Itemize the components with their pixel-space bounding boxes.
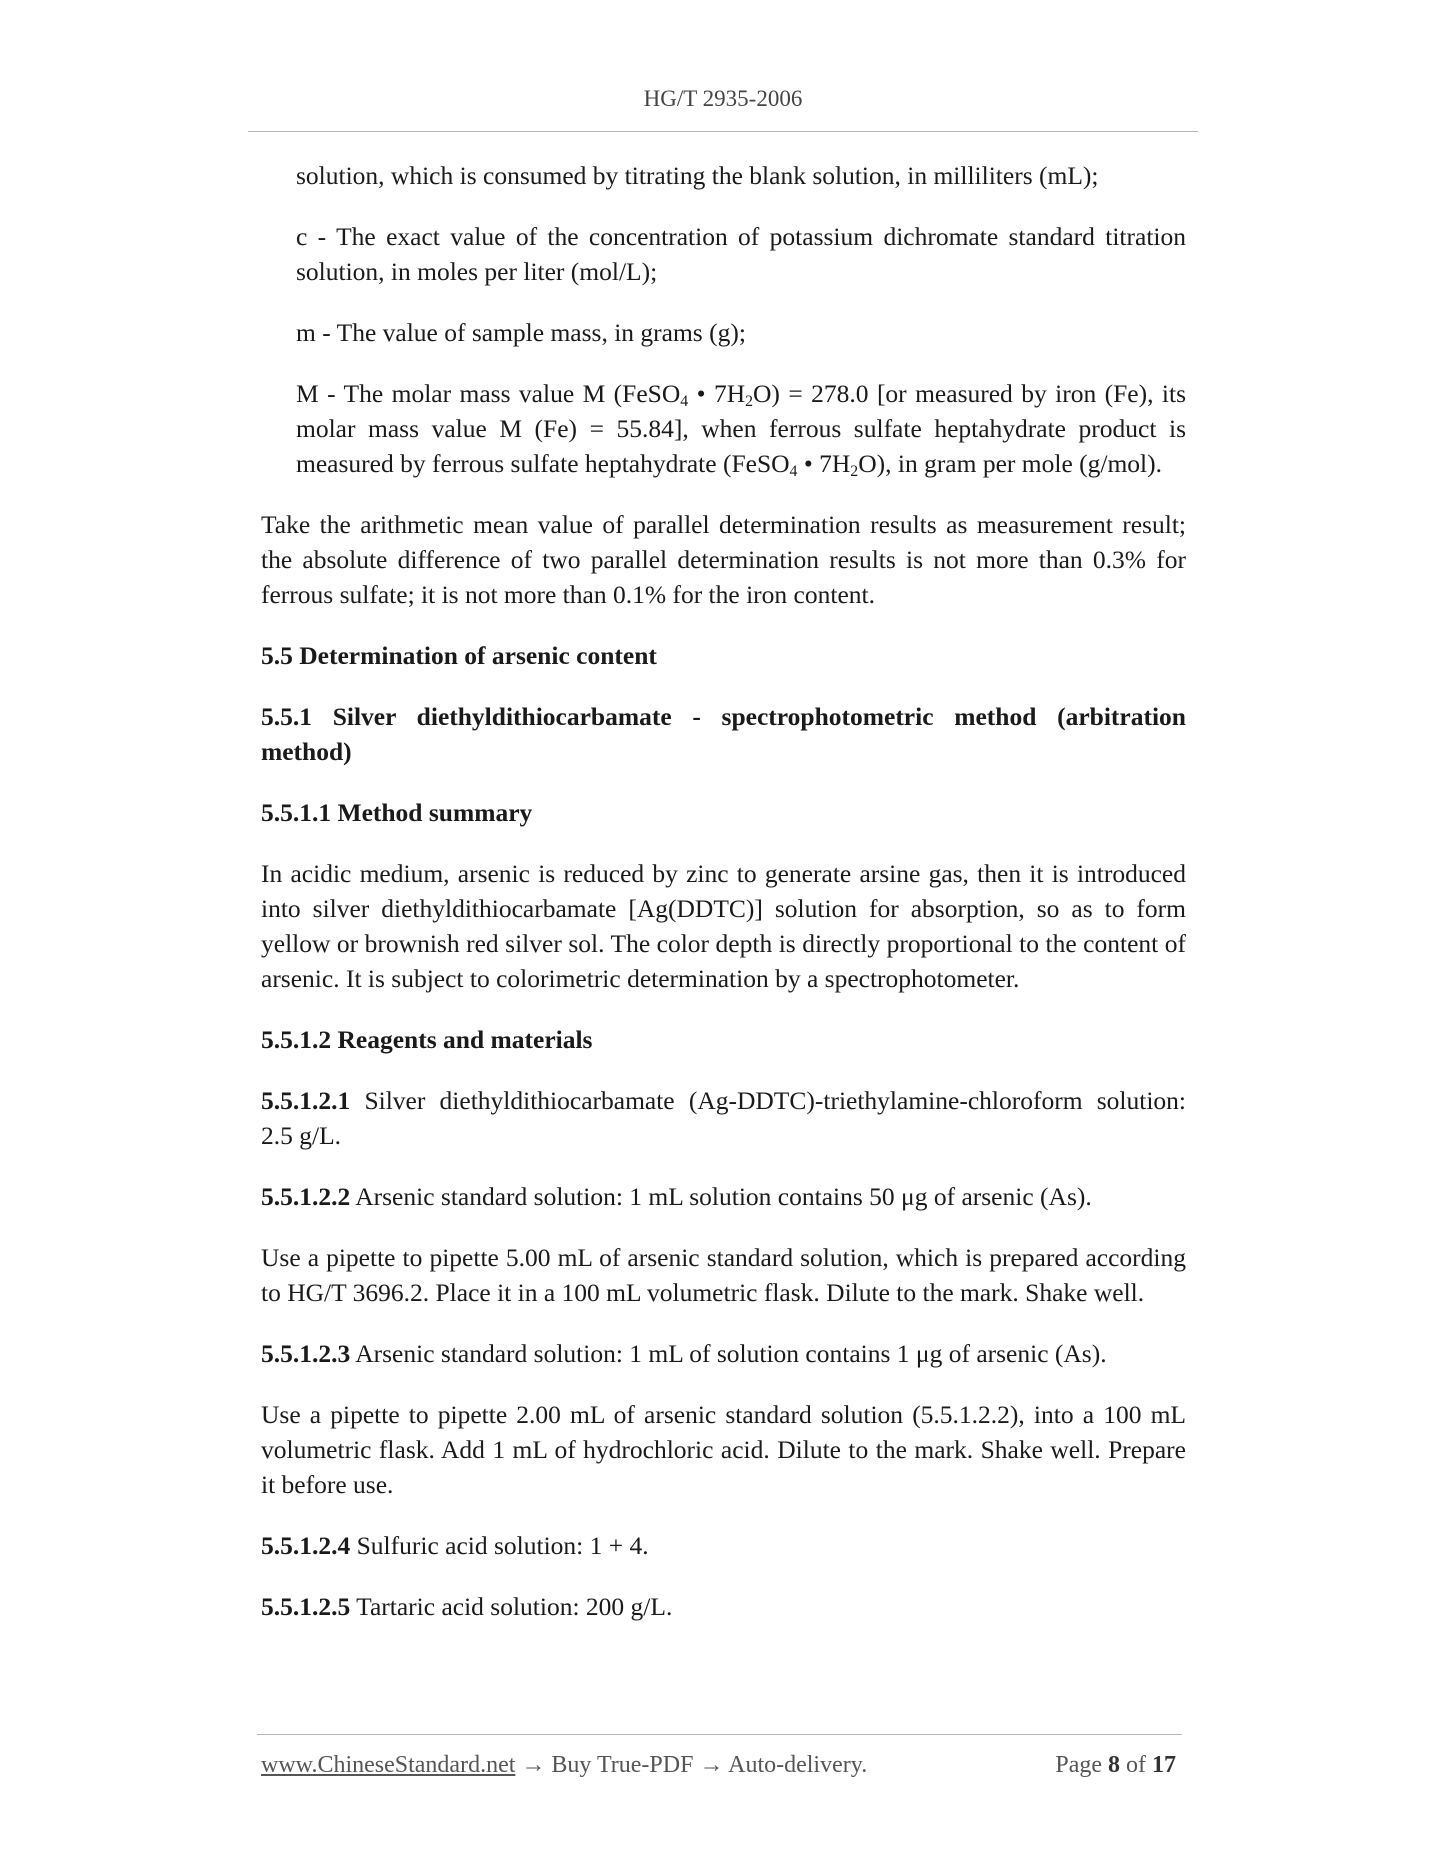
text-run: O) = 278.0 [or measured by iron (Fe), its molar mass value M (Fe) = 55.84], when ferrous sulfate heptahydrate product is measured by ferrous sulfate heptahydrate (FeSO xyxy=(296,379,1187,478)
section-heading: 5.5 Determination of arsenic content xyxy=(261,641,657,670)
footer-divider xyxy=(257,1734,1182,1735)
document-body xyxy=(261,158,1186,1650)
paragraph: Take the arithmetic mean value of parallel determination results as measurement result; the absolute difference of two parallel determination results is not more than 0.3% for ferrous sulfate; it is not more than 0.1% for the iron content. xyxy=(261,510,1186,609)
page-label: Page xyxy=(1055,1752,1102,1778)
text-run: O), in gram per mole (g/mol). xyxy=(858,449,1162,478)
page-indicator xyxy=(1055,1752,1176,1779)
paragraph: c - The exact value of the concentration of potassium dichromate standard titration solution, in moles per liter (mol/L); xyxy=(296,222,1186,286)
footer-left xyxy=(261,1752,867,1779)
clause-text: Arsenic standard solution: 1 mL of solution contains 1 μg of arsenic (As). xyxy=(350,1339,1107,1368)
subscript: 4 xyxy=(789,462,798,480)
section-heading: 5.5.1.1 Method summary xyxy=(261,798,533,827)
of-label: of xyxy=(1126,1752,1146,1778)
clause-number: 5.5.1.2.2 xyxy=(261,1182,351,1211)
clause-number: 5.5.1.2.4 xyxy=(261,1531,351,1560)
paragraph: In acidic medium, arsenic is reduced by zinc to generate arsine gas, then it is introduced into silver diethyldithiocarbamate [Ag(DDTC)] solution for absorption, so as to form yellow or brownish red silver sol. The color depth is directly proportional to the content of arsenic. It is subject to colorimetric determination by a spectrophotometer. xyxy=(261,859,1186,993)
page-total: 17 xyxy=(1152,1752,1176,1778)
paragraph: Use a pipette to pipette 2.00 mL of arsenic standard solution (5.5.1.2.2), into a 100 mL volumetric flask. Add 1 mL of hydrochloric acid. Dilute to the mark. Shake well. Prepare it before use. xyxy=(261,1400,1186,1499)
clause-item xyxy=(261,1528,1186,1563)
page-number: 8 xyxy=(1108,1752,1120,1778)
subscript: 2 xyxy=(745,392,754,410)
subscript: 2 xyxy=(850,462,859,480)
paragraph: m - The value of sample mass, in grams (g); xyxy=(296,318,746,347)
page-footer xyxy=(261,1752,1176,1779)
clause-text: Arsenic standard solution: 1 mL solution contains 50 μg of arsenic (As). xyxy=(350,1182,1092,1211)
clause-text: Sulfuric acid solution: 1 + 4. xyxy=(350,1531,649,1560)
clause-item xyxy=(261,1589,1186,1624)
website-link[interactable]: www.ChineseStandard.net xyxy=(261,1752,516,1778)
section-heading: 5.5.1 Silver diethyldithiocarbamate - spectrophotometric method (arbitration method) xyxy=(261,702,1186,766)
text-run: M - The molar mass value M (FeSO xyxy=(296,379,681,408)
header-divider xyxy=(248,131,1198,132)
paragraph-molar-mass xyxy=(296,376,1186,481)
footer-tagline: → Buy True-PDF → Auto-delivery. xyxy=(515,1752,868,1778)
paragraph: solution, which is consumed by titrating the blank solution, in milliliters (mL); xyxy=(296,161,1099,190)
clause-text: Silver diethyldithiocarbamate (Ag-DDTC)-triethylamine-chloroform solution: 2.5 g/L. xyxy=(261,1086,1186,1150)
paragraph: Use a pipette to pipette 5.00 mL of arsenic standard solution, which is prepared according to HG/T 3696.2. Place it in a 100 mL volumetric flask. Dilute to the mark. Shake well. xyxy=(261,1243,1186,1307)
section-heading: 5.5.1.2 Reagents and materials xyxy=(261,1025,593,1054)
clause-item xyxy=(261,1179,1186,1214)
clause-number: 5.5.1.2.1 xyxy=(261,1086,351,1115)
text-run: • 7H xyxy=(688,379,746,408)
clause-text: Tartaric acid solution: 200 g/L. xyxy=(350,1592,673,1621)
text-run: • 7H xyxy=(797,449,851,478)
clause-number: 5.5.1.2.5 xyxy=(261,1592,351,1621)
clause-item xyxy=(261,1336,1186,1371)
page-header: HG/T 2935-2006 xyxy=(643,86,803,111)
subscript: 4 xyxy=(680,392,689,410)
clause-item xyxy=(261,1083,1186,1153)
clause-number: 5.5.1.2.3 xyxy=(261,1339,351,1368)
